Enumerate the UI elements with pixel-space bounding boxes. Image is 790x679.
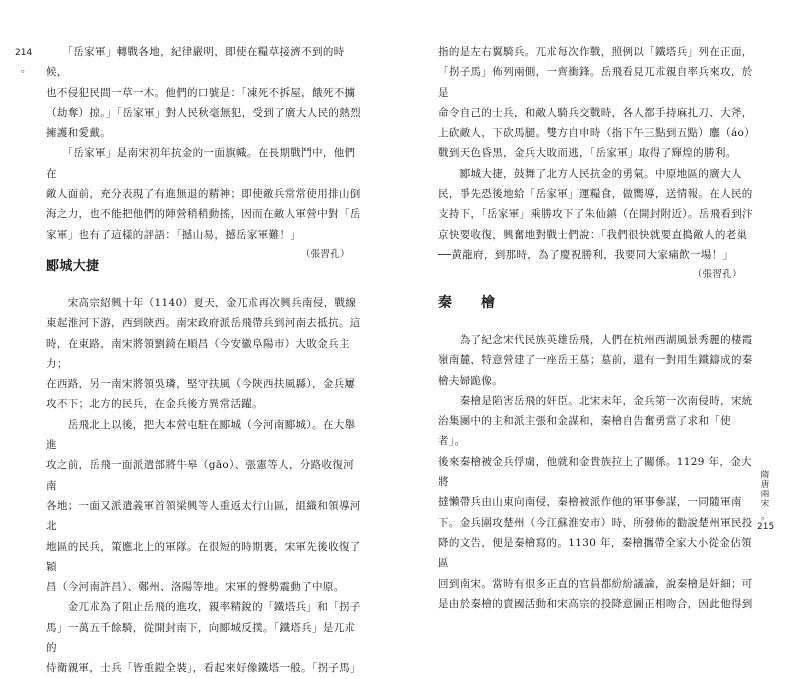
author-signature: （張習孔）	[300, 248, 350, 260]
paragraph-line: 也不侵犯民間一草一木。他們的口號是：「凍死不拆屋，餓死不擄	[46, 86, 356, 99]
paragraph-line: 海之力，也不能把他們的陣營稍稍動搖，因而在敵人軍營中對「岳	[46, 208, 361, 221]
paragraph-line: 侍衛親軍，士兵「皆重鎧全裝」，看起來好像鐵塔一般。「拐子馬」	[46, 662, 361, 675]
section-title-qin-hui: 秦 檜	[438, 295, 496, 311]
paragraph-line: 攻不下；北方的民兵，在金兵後方異常活躍。	[46, 398, 263, 411]
paragraph-line: 治集團中的主和派主張和金謀和，秦檜自告奮勇當了求和「使者」。	[438, 415, 731, 448]
paragraph-line: 郾城大捷，鼓舞了北方人民抗金的勇氣。中原地區的廣大人	[438, 167, 742, 180]
paragraph-line: 馬」一萬五千餘騎，從開封南下，向郾城反撲。「鐵塔兵」是兀朮的	[46, 621, 356, 655]
paragraph-line: 「岳家軍」是南宋初年抗金的一面旗幟。在長期戰鬥中，他們在	[46, 147, 356, 180]
paragraph-line: 命令自己的士兵，和敵人騎兵交戰時，各人都手持麻扎刀、大斧，	[438, 106, 753, 119]
paragraph-line: 各地；一面又派遣義軍首領梁興等人重返太行山區，組織和領導河北	[46, 499, 361, 533]
paragraph-line: 為了紀念宋代民族英雄岳飛，人們在杭州西湖風景秀麗的棲霞	[438, 334, 753, 346]
author-signature: （張習孔）	[692, 269, 742, 281]
paragraph-line: 東起淮河下游，西到陝西。南宋政府派岳飛帶兵到河南去抵抗。這	[46, 317, 361, 330]
paragraph-line: 指的是左右翼騎兵。兀朮每次作戰，照例以「鐵塔兵」列在正面，	[438, 46, 753, 58]
section-title-yancheng: 郾城大捷	[46, 259, 100, 274]
paragraph-line: 昌（今河南許昌）、鄭州、洛陽等地。宋軍的聲勢震動了中原。	[46, 581, 345, 594]
paragraph-line: 支持下，「岳家軍」乘勝攻下了朱仙鎮（在開封附近）。岳飛看到汴	[438, 208, 753, 221]
paragraph-line: 是由於秦檜的賣國活動和宋高宗的投降意圖正相吻合，因此他得到	[438, 597, 753, 610]
page-number-right: 215	[757, 522, 775, 532]
paragraph-line: 地區的民兵，策應北上的軍隊。在很短的時期裏，宋軍先後收復了穎	[46, 540, 361, 573]
paragraph-line: 攻之前，岳飛一面派遣部將牛皋（gāo）、張憲等人，分路收復河南	[46, 459, 355, 492]
paragraph-line: 宋高宗紹興十年（1140）夏天，金兀朮再次興兵南侵，戰線	[46, 297, 357, 309]
running-head-vertical: 隋唐兩宋	[759, 470, 769, 508]
paragraph-line: 「岳家軍」轉戰各地，紀律嚴明，即使在糧草接濟不到的時候，	[46, 46, 345, 79]
page-number-left: 214	[15, 48, 33, 58]
paragraph-line: 金兀朮為了阻止岳飛的進攻，親率精銳的「鐵塔兵」和「拐子	[46, 601, 361, 614]
margin-mark-left: 。	[21, 64, 31, 75]
paragraph-line: 降的文告，便是秦檜寫的。1130 年，秦檜攜帶全家大小從金佔領區	[438, 536, 752, 570]
left-intro-text	[46, 42, 364, 265]
paragraph-line: （劫奪）掠。」「岳家軍」對人民秋毫無犯，受到了廣大人民的熱烈	[46, 106, 361, 119]
paragraph-line: 下。金兵圍攻楚州（今江蘇淮安市）時，所發佈的勸說楚州軍民投	[438, 516, 753, 529]
paragraph-line: 檜夫婦跪像。	[438, 374, 504, 387]
paragraph-line: 戰到天色昏黑，金兵大敗而逃，「岳家軍」取得了輝煌的勝利。	[438, 147, 737, 160]
paragraph-line: 回到南宋。當時有很多正直的官員都紛紛議論，說秦檜是奸細；可	[438, 577, 753, 590]
paragraph-line: 家軍」也有了這樣的評語：「撼山易，撼岳家軍難！」	[46, 228, 302, 241]
paragraph-line: 撻懶帶兵由山東向南侵，秦檜被派作他的軍事參謀，一同隨軍南	[438, 496, 742, 509]
right-intro-text	[438, 42, 756, 286]
paragraph-line: 嶺南麓，特意營建了一座岳王墓；墓前，還有一對用生鐵鑄成的秦	[438, 354, 753, 367]
paragraph-line: 民，爭先恐後地給「岳家軍」運糧食，做嚮導，送情報。在人民的	[438, 188, 753, 201]
paragraph-line: 敵人面前，充分表現了有進無退的精神；即使敵兵常常使用排山倒	[46, 188, 361, 201]
paragraph-line: 京快要收復，興奮地對戰士們說：「我們很快就要直搗敵人的老巢	[438, 228, 748, 241]
paragraph-line: 上砍敵人，下砍馬腿。雙方自申時（指下午三點到五點）鏖（áo）	[438, 127, 756, 140]
paragraph-line: 秦檜是陷害岳飛的奸臣。北宋末年，金兵第一次南侵時，宋統	[438, 394, 753, 407]
left-section-text	[46, 293, 364, 679]
margin-mark-right: 。	[761, 511, 771, 522]
paragraph-line: ──黃龍府，到那時，為了慶祝勝利，我要同大家痛飲一場！」	[438, 248, 734, 261]
paragraph-line: 後來秦檜被金兵俘虜，他就和金貴族拉上了關係。1129 年，金大將	[438, 455, 752, 489]
paragraph-line: 岳飛北上以後，把大本營屯駐在郾城（今河南郾城）。在大舉進	[46, 418, 356, 452]
paragraph-line: 在西路，另一南宋將領吳璘，堅守扶風（今陝西扶風縣），金兵屢	[46, 378, 356, 391]
right-section-text	[438, 330, 756, 614]
paragraph-line: 擁護和愛戴。	[46, 127, 112, 140]
paragraph-line: 「拐子馬」佈列兩側，一齊衝鋒。岳飛看見兀朮親自率兵來攻，於是	[438, 66, 753, 99]
paragraph-line: 時，在東路，南宋將領劉錡在順昌（今安徽阜陽市）大敗金兵主力；	[46, 337, 350, 370]
